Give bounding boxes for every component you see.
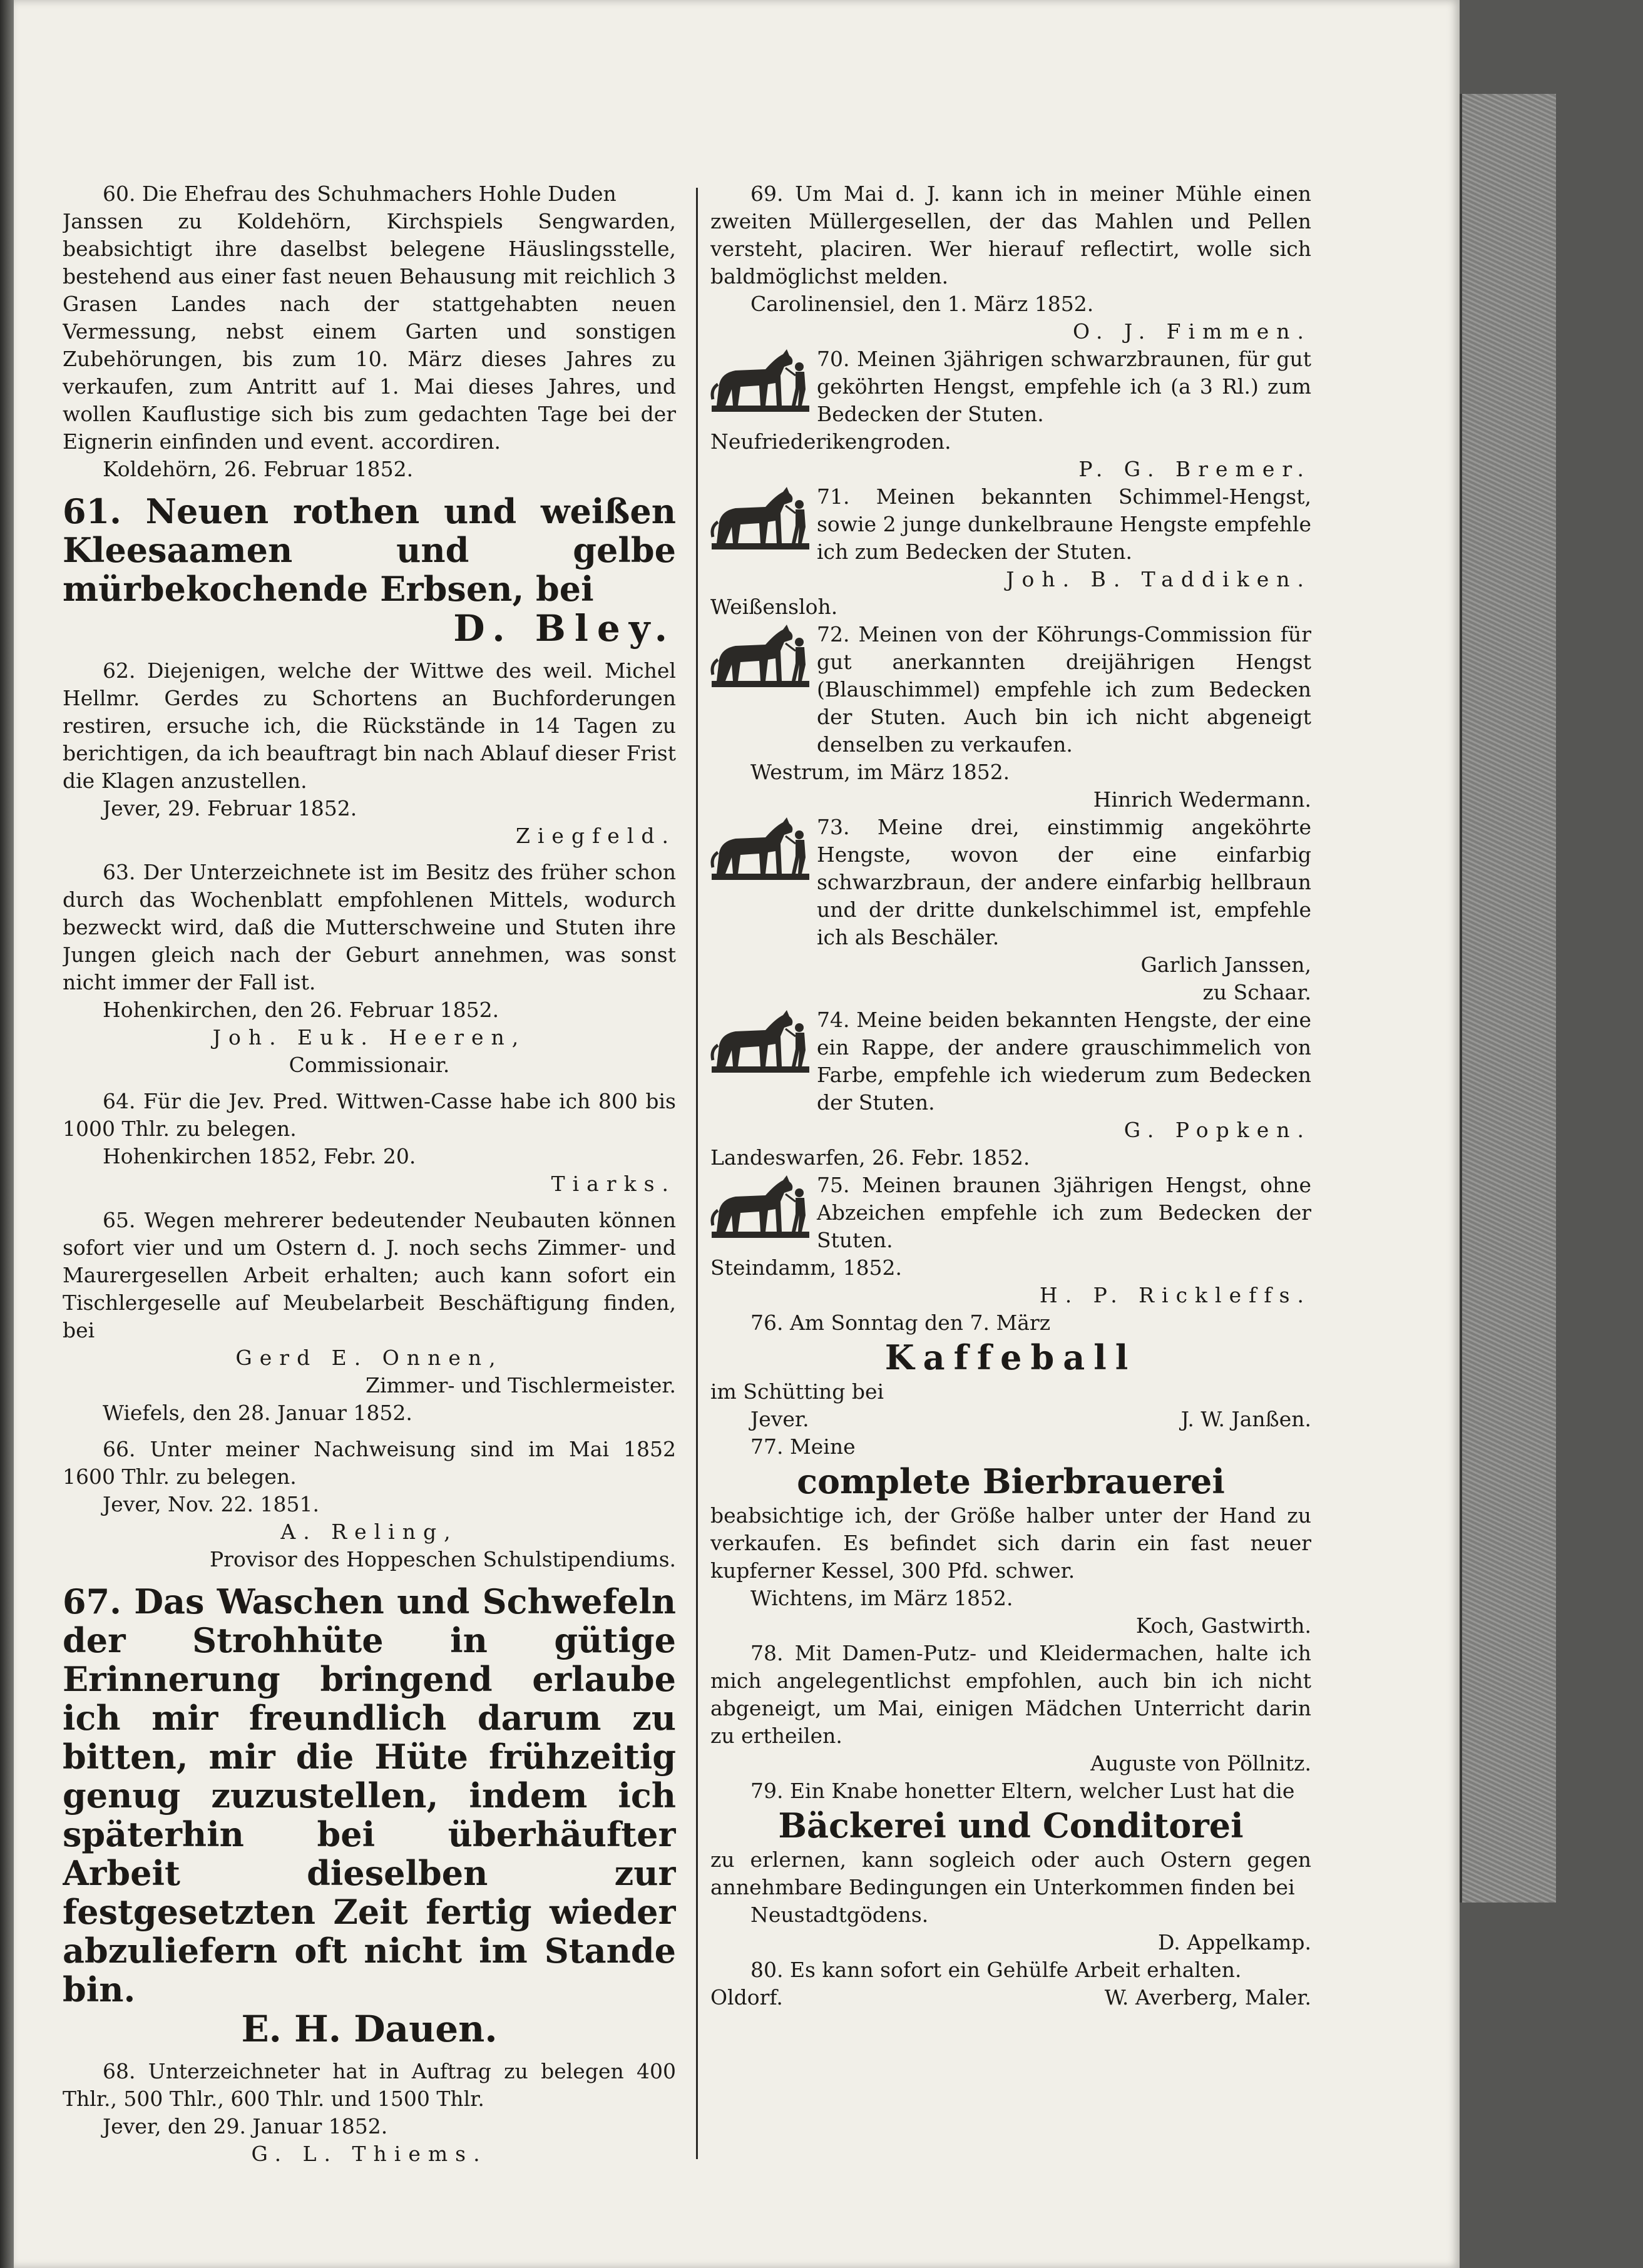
advert-75-place-date: Steindamm, 1852. xyxy=(710,1255,903,1280)
advert-68-signature: G. L. Thiems. xyxy=(251,2142,488,2164)
advert-63-signature: Joh. Euk. Heeren, xyxy=(212,1025,526,1050)
advert-74-place-date: Landeswarfen, 26. Febr. 1852. xyxy=(710,1145,1030,1170)
advert-68-text: 68. Unterzeichneter hat in Auftrag zu belegen 400 Thlr., 500 Thlr., 600 Thlr. und 1500 Thlr. xyxy=(63,2059,676,2111)
advert-72 xyxy=(710,621,1311,814)
advert-70-text: 70. Meinen 3jährigen schwarzbraunen, für gut geköhrten Hengst, empfehle ich (a 3 Rl.) zum Bedecken der Stuten. xyxy=(817,347,1311,426)
left-column xyxy=(63,180,676,2164)
advert-73-place: zu Schaar. xyxy=(1202,980,1311,1004)
advert-64-text: 64. Für die Jev. Pred. Wittwen-Casse habe ich 800 bis 1000 Thlr. zu belegen. xyxy=(63,1089,676,1141)
advert-63-place-date: Hohenkirchen, den 26. Februar 1852. xyxy=(103,998,499,1022)
advert-71-signature: Joh. B. Taddiken. xyxy=(1006,567,1311,591)
advert-68 xyxy=(63,2058,676,2164)
advert-73-signature: Garlich Janssen, xyxy=(1140,953,1311,977)
advert-80 xyxy=(710,1956,1311,2011)
advert-63 xyxy=(63,859,676,1079)
advert-79-place: Neustadtgödens. xyxy=(750,1903,929,1927)
advert-69-signature: O. J. Fimmen. xyxy=(1072,319,1311,344)
advert-79-text: zu erlernen, kann sogleich oder auch Ostern gegen annehmbare Bedingungen ein Unterkommen finden bei xyxy=(710,1847,1311,1899)
advert-76 xyxy=(710,1309,1311,1433)
advert-78-signature: Auguste von Pöllnitz. xyxy=(1090,1751,1311,1775)
horse-with-groom-icon xyxy=(710,621,811,693)
advert-69-place-date: Carolinensiel, den 1. März 1852. xyxy=(750,292,1094,316)
advert-65-place-date: Wiefels, den 28. Januar 1852. xyxy=(103,1401,412,1425)
advert-64-place-date: Hohenkirchen 1852, Febr. 20. xyxy=(103,1144,416,1168)
advert-66-place-date: Jever, Nov. 22. 1851. xyxy=(103,1492,319,1516)
advert-77-signature: Koch, Gastwirth. xyxy=(1135,1613,1311,1638)
advert-62-signature: Ziegfeld. xyxy=(515,824,676,848)
advert-75 xyxy=(710,1172,1311,1309)
advert-62 xyxy=(63,657,676,850)
advert-65 xyxy=(63,1207,676,1427)
advert-74-signature: G. Popken. xyxy=(1123,1118,1311,1142)
advert-74 xyxy=(710,1006,1311,1172)
advert-62-text: 62. Diejenigen, welche der Wittwe des weil. Michel Hellmr. Gerdes zu Schortens an Buchforderungen restiren, ersuche ich, die Rückstände in 14 Tagen zu berichtigen, da ich beauftragt bin nach Ablauf dieser Frist die Klagen anzustellen. xyxy=(63,658,676,793)
advert-76-line: im Schütting bei xyxy=(710,1379,884,1404)
horse-with-groom-icon xyxy=(710,814,811,886)
advert-67-text: 67. Das Waschen und Schwefeln der Strohhüte in gütige Erinnerung bringend erlaube ich mir freundlich darum zu bitten, mir die Hüte frühzeitig genug zuzustellen, indem ich späterhin bei überhäufter Arbeit dieselben zur festgesetzten Zeit fertig wieder abzuliefern oft nicht im Stande bin. xyxy=(63,1581,676,2010)
advert-65-signature: Gerd E. Onnen, xyxy=(235,1346,503,1370)
advert-60-body: Janssen zu Koldehörn, Kirchspiels Sengwarden, beabsichtigt ihre daselbst belegene Häuslingsstelle, bestehend aus einer fast neuen Behausung mit reichlich 3 Grasen Landes nach der stattgehabten neuen Vermessung, nebst einem Garten und sonstigen Zubehörungen, bis zum 10. März dieses Jahres zu verkaufen, zum Antritt auf 1. Mai dieses Jahres, und wollen Kauflustige sich bis zum gedachten Tage bei der Eignerin einfinden und event. accordiren. xyxy=(63,209,676,454)
advert-80-signature: W. Averberg, Maler. xyxy=(1104,1985,1311,2010)
advert-70-signature: P. G. Bremer. xyxy=(1078,457,1311,481)
advert-78-text: 78. Mit Damen-Putz- und Kleidermachen, halte ich mich angelegentlichst empfohlen, auch bin ich nicht abgeneigt, um Mai, einigen Mädchen Unterricht darin zu ertheilen. xyxy=(710,1641,1311,1748)
advert-67 xyxy=(63,1582,676,2049)
advert-61-text: 61. Neuen rothen und weißen Kleesaamen und gelbe mürbekochende Erbsen, bei xyxy=(63,491,676,609)
advert-79-signature: D. Appelkamp. xyxy=(1157,1930,1311,1954)
horse-with-groom-icon xyxy=(710,483,811,556)
advert-77-intro: 77. Meine xyxy=(750,1434,856,1459)
advert-66 xyxy=(63,1436,676,1573)
advert-75-text: 75. Meinen braunen 3jährigen Hengst, ohne Abzeichen empfehle ich zum Bedecken der Stuten. xyxy=(817,1173,1311,1252)
column-divider xyxy=(696,188,698,2159)
advert-73 xyxy=(710,814,1311,1006)
advert-65-text: 65. Wegen mehrerer bedeutender Neubauten können sofort vier und um Ostern d. J. noch sechs Zimmer- und Maurergesellen Arbeit erhalten; auch kann sofort ein Tischlergeselle auf Meubelarbeit Beschäftigung finden, bei xyxy=(63,1208,676,1342)
scan-left-edge xyxy=(0,0,14,2268)
advert-76-signature: J. W. Janßen. xyxy=(1180,1407,1311,1431)
advert-78 xyxy=(710,1640,1311,1777)
advert-72-signature: Hinrich Wedermann. xyxy=(1093,787,1311,812)
advert-76-intro: 76. Am Sonntag den 7. März xyxy=(750,1310,1051,1335)
advert-80-text: 80. Es kann sofort ein Gehülfe Arbeit erhalten. xyxy=(750,1958,1242,1982)
advert-64 xyxy=(63,1088,676,1198)
advert-67-signature: E. H. Dauen. xyxy=(241,2008,498,2050)
advert-79 xyxy=(710,1777,1311,1956)
advert-60 xyxy=(63,180,676,483)
advert-75-signature: H. P. Rickleffs. xyxy=(1039,1283,1311,1307)
advert-64-signature: Tiarks. xyxy=(551,1172,676,1196)
advert-70 xyxy=(710,345,1311,483)
horse-with-groom-icon xyxy=(710,1172,811,1244)
advert-71 xyxy=(710,483,1311,621)
advert-66-text: 66. Unter meiner Nachweisung sind im Mai 1852 1600 Thlr. zu belegen. xyxy=(63,1437,676,1489)
advert-77-heading: complete Bierbrauerei xyxy=(797,1461,1225,1501)
advert-80-place: Oldorf. xyxy=(710,1985,783,2010)
advert-66-title: Provisor des Hoppeschen Schulstipendiums. xyxy=(209,1547,676,1571)
horse-with-groom-icon xyxy=(710,1006,811,1079)
advert-68-place-date: Jever, den 29. Januar 1852. xyxy=(103,2114,388,2138)
advert-72-place-date: Westrum, im März 1852. xyxy=(750,760,1010,784)
horse-with-groom-icon xyxy=(710,345,811,418)
advert-71-place: Weißensloh. xyxy=(710,595,838,619)
advert-61-signature: D. Bley. xyxy=(453,607,676,650)
advert-63-title: Commissionair. xyxy=(289,1053,450,1077)
advert-79-intro: 79. Ein Knabe honetter Eltern, welcher Lust hat die xyxy=(750,1779,1295,1803)
advert-62-place-date: Jever, 29. Februar 1852. xyxy=(103,796,357,820)
right-column xyxy=(710,180,1311,2164)
advert-66-signature: A. Reling, xyxy=(280,1520,458,1544)
advert-76-place: Jever. xyxy=(750,1407,809,1431)
advert-65-title: Zimmer- und Tischlermeister. xyxy=(366,1373,676,1397)
advert-69 xyxy=(710,180,1311,345)
advert-70-place: Neufriederikengroden. xyxy=(710,429,951,454)
advert-61 xyxy=(63,492,676,648)
advert-60-first-line: 60. Die Ehefrau des Schuhmachers Hohle Duden xyxy=(103,181,617,206)
book-binding-spine xyxy=(1460,94,1556,1903)
advert-77-text: beabsichtige ich, der Größe halber unter der Hand zu verkaufen. Es befindet sich darin ein fast neuer kupferner Kessel, 300 Pfd. schwer. xyxy=(710,1503,1311,1583)
advert-74-text: 74. Meine beiden bekannten Hengste, der eine ein Rappe, der andere grauschimmelich von Farbe, empfehle ich wiederum zum Bedecken der Stuten. xyxy=(817,1008,1311,1115)
advert-60-place-date: Koldehörn, 26. Februar 1852. xyxy=(103,457,414,481)
advert-79-heading: Bäckerei und Conditorei xyxy=(778,1806,1244,1846)
advert-63-text: 63. Der Unterzeichnete ist im Besitz des früher schon durch das Wochenblatt empfohlenen Mittels, wodurch bezweckt wird, daß die Mutterschweine und Stuten ihre Jungen gleich nach der Geburt annehmen, was sonst nicht immer der Fall ist. xyxy=(63,860,676,994)
advert-69-text: 69. Um Mai d. J. kann ich in meiner Mühle einen zweiten Müllergesellen, der das Mahlen und Pellen versteht, placiren. Wer hierauf reflectirt, wolle sich baldmöglichst melden. xyxy=(710,181,1311,289)
advert-71-text: 71. Meinen bekannten Schimmel-Hengst, sowie 2 junge dunkelbraune Hengste empfehle ich zum Bedecken der Stuten. xyxy=(817,484,1311,564)
advert-73-text: 73. Meine drei, einstimmig angeköhrte Hengste, wovon der eine einfarbig schwarzbraun, der andere einfarbig hellbraun und der dritte dunkelschimmel ist, empfehle ich als Beschäler. xyxy=(817,815,1311,949)
advert-72-text: 72. Meinen von der Köhrungs-Commission für gut anerkannten dreijährigen Hengst (Blauschimmel) empfehle ich zum Bedecken der Stuten. Auch bin ich nicht abgeneigt denselben zu verkaufen. xyxy=(817,622,1311,757)
advert-77 xyxy=(710,1433,1311,1640)
advert-77-place-date: Wichtens, im März 1852. xyxy=(750,1586,1013,1610)
advert-76-heading: Kaffeball xyxy=(884,1337,1137,1377)
